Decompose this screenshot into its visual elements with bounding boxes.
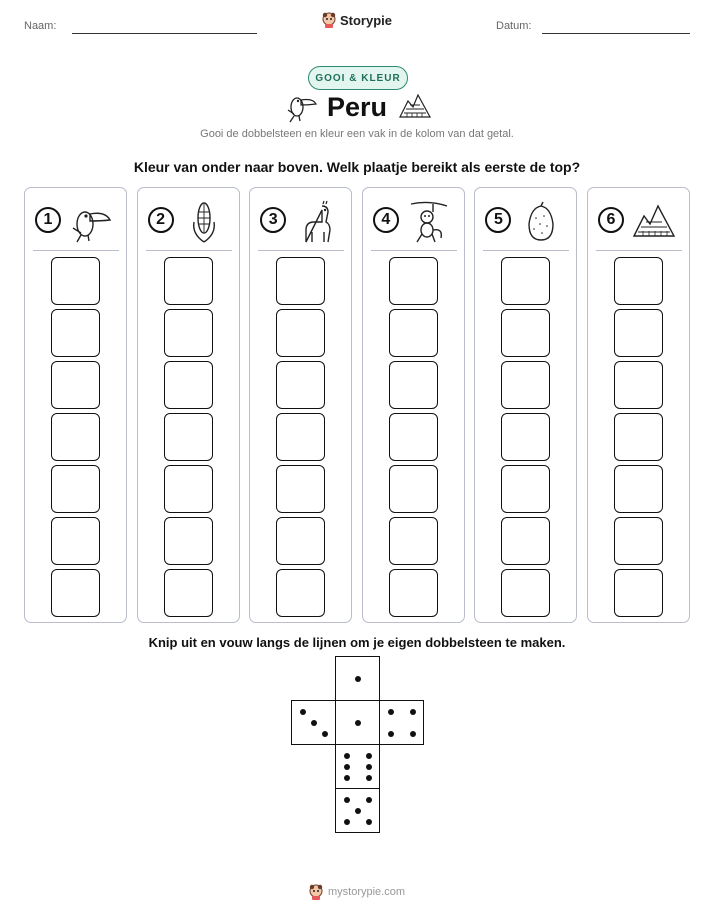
column-6: [587, 187, 690, 623]
color-cell[interactable]: [501, 517, 550, 565]
column-number: 6: [598, 207, 624, 233]
color-cell[interactable]: [276, 361, 325, 409]
color-cell[interactable]: [389, 257, 438, 305]
color-cell[interactable]: [51, 309, 100, 357]
dice-face-3: [291, 700, 336, 745]
column-2: [137, 187, 240, 623]
color-cell[interactable]: [164, 517, 213, 565]
color-cell[interactable]: [614, 465, 663, 513]
dice-pip: [311, 720, 317, 726]
dice-pip: [344, 797, 350, 803]
color-cell[interactable]: [389, 413, 438, 461]
color-cell[interactable]: [614, 413, 663, 461]
dice-pip: [322, 731, 328, 737]
question: Kleur van onder naar boven. Welk plaatje bereikt als eerste de top?: [133, 159, 581, 175]
llama-icon: [294, 200, 338, 244]
color-cell[interactable]: [276, 413, 325, 461]
column-4: [362, 187, 465, 623]
color-cell[interactable]: [276, 569, 325, 617]
color-cell[interactable]: [501, 413, 550, 461]
name-label: Naam:: [24, 20, 57, 32]
color-cell[interactable]: [389, 361, 438, 409]
color-cell[interactable]: [614, 569, 663, 617]
color-cell[interactable]: [501, 465, 550, 513]
footer: [0, 884, 714, 900]
color-cell[interactable]: [501, 569, 550, 617]
color-cell[interactable]: [501, 309, 550, 357]
color-cell[interactable]: [389, 569, 438, 617]
color-cell[interactable]: [614, 309, 663, 357]
dice-pip: [355, 676, 361, 682]
monkey-icon: [407, 200, 451, 244]
color-cell[interactable]: [614, 361, 663, 409]
machu-picchu-icon: [398, 91, 432, 121]
color-cell[interactable]: [389, 309, 438, 357]
dice-face-4: [379, 700, 424, 745]
column-number: 3: [260, 207, 286, 233]
column-divider: [483, 250, 569, 251]
brand-name: Storypie: [339, 12, 392, 28]
column-divider: [33, 250, 119, 251]
column-number: 4: [373, 207, 399, 233]
corn-icon: [182, 200, 226, 244]
color-cell[interactable]: [164, 413, 213, 461]
page-title: Peru: [326, 92, 388, 122]
date-label: Datum:: [496, 20, 532, 32]
fruit-icon: [519, 200, 563, 244]
storypie-logo-icon: [309, 884, 323, 900]
color-cell[interactable]: [51, 569, 100, 617]
dice-pip: [366, 764, 372, 770]
dice-pip: [344, 753, 350, 759]
color-cell[interactable]: [164, 569, 213, 617]
color-cell[interactable]: [501, 257, 550, 305]
storypie-logo-icon: [322, 12, 336, 28]
dice-pip: [366, 819, 372, 825]
dice-pip: [410, 709, 416, 715]
name-line[interactable]: [72, 33, 257, 34]
column-header: [35, 200, 117, 244]
column-header: [148, 200, 230, 244]
footer-url[interactable]: mystorypie.com: [327, 886, 406, 898]
dice-pip: [366, 797, 372, 803]
color-cell[interactable]: [164, 361, 213, 409]
cut-instructions: Knip uit en vouw langs de lijnen om je eigen dobbelsteen te maken.: [148, 635, 566, 650]
color-cell[interactable]: [164, 257, 213, 305]
column-header: [485, 200, 567, 244]
color-cell[interactable]: [51, 257, 100, 305]
dice-pip: [344, 775, 350, 781]
dice-pip: [388, 731, 394, 737]
color-cell[interactable]: [51, 361, 100, 409]
column-divider: [596, 250, 682, 251]
color-cell[interactable]: [51, 413, 100, 461]
dice-pip: [344, 764, 350, 770]
color-cell[interactable]: [389, 465, 438, 513]
column-header: [260, 200, 342, 244]
column-number: 2: [148, 207, 174, 233]
activity-badge: GOOI & KLEUR: [308, 66, 408, 90]
color-cell[interactable]: [501, 361, 550, 409]
column-header: [373, 200, 455, 244]
instructions: Gooi de dobbelsteen en kleur een vak in de kolom van dat getal.: [200, 128, 514, 140]
color-cell[interactable]: [276, 309, 325, 357]
color-cell[interactable]: [51, 517, 100, 565]
column-divider: [258, 250, 344, 251]
date-line[interactable]: [542, 33, 690, 34]
color-cell[interactable]: [164, 309, 213, 357]
color-cell[interactable]: [614, 517, 663, 565]
column-5: [474, 187, 577, 623]
column-divider: [146, 250, 232, 251]
column-divider: [371, 250, 457, 251]
color-cell[interactable]: [389, 517, 438, 565]
brand: [0, 12, 714, 28]
toucan-icon: [69, 200, 113, 244]
dice-face-5: [335, 788, 380, 833]
dice-face-1: [335, 700, 380, 745]
color-cell[interactable]: [276, 517, 325, 565]
dice-pip: [388, 709, 394, 715]
dice-pip: [366, 775, 372, 781]
column-header: [598, 200, 680, 244]
column-1: [24, 187, 127, 623]
column-number: 1: [35, 207, 61, 233]
race-columns: [24, 187, 690, 623]
color-cell[interactable]: [614, 257, 663, 305]
dice-pip: [300, 709, 306, 715]
dice-pip: [355, 720, 361, 726]
column-3: [249, 187, 352, 623]
dice-face-1: [335, 656, 380, 701]
machu-picchu-icon: [632, 200, 676, 244]
dice-pip: [344, 819, 350, 825]
color-cell[interactable]: [276, 465, 325, 513]
column-number: 5: [485, 207, 511, 233]
color-cell[interactable]: [276, 257, 325, 305]
color-cell[interactable]: [164, 465, 213, 513]
color-cell[interactable]: [51, 465, 100, 513]
dice-pip: [355, 808, 361, 814]
dice-pip: [366, 753, 372, 759]
dice-pip: [410, 731, 416, 737]
dice-face-6: [335, 744, 380, 789]
